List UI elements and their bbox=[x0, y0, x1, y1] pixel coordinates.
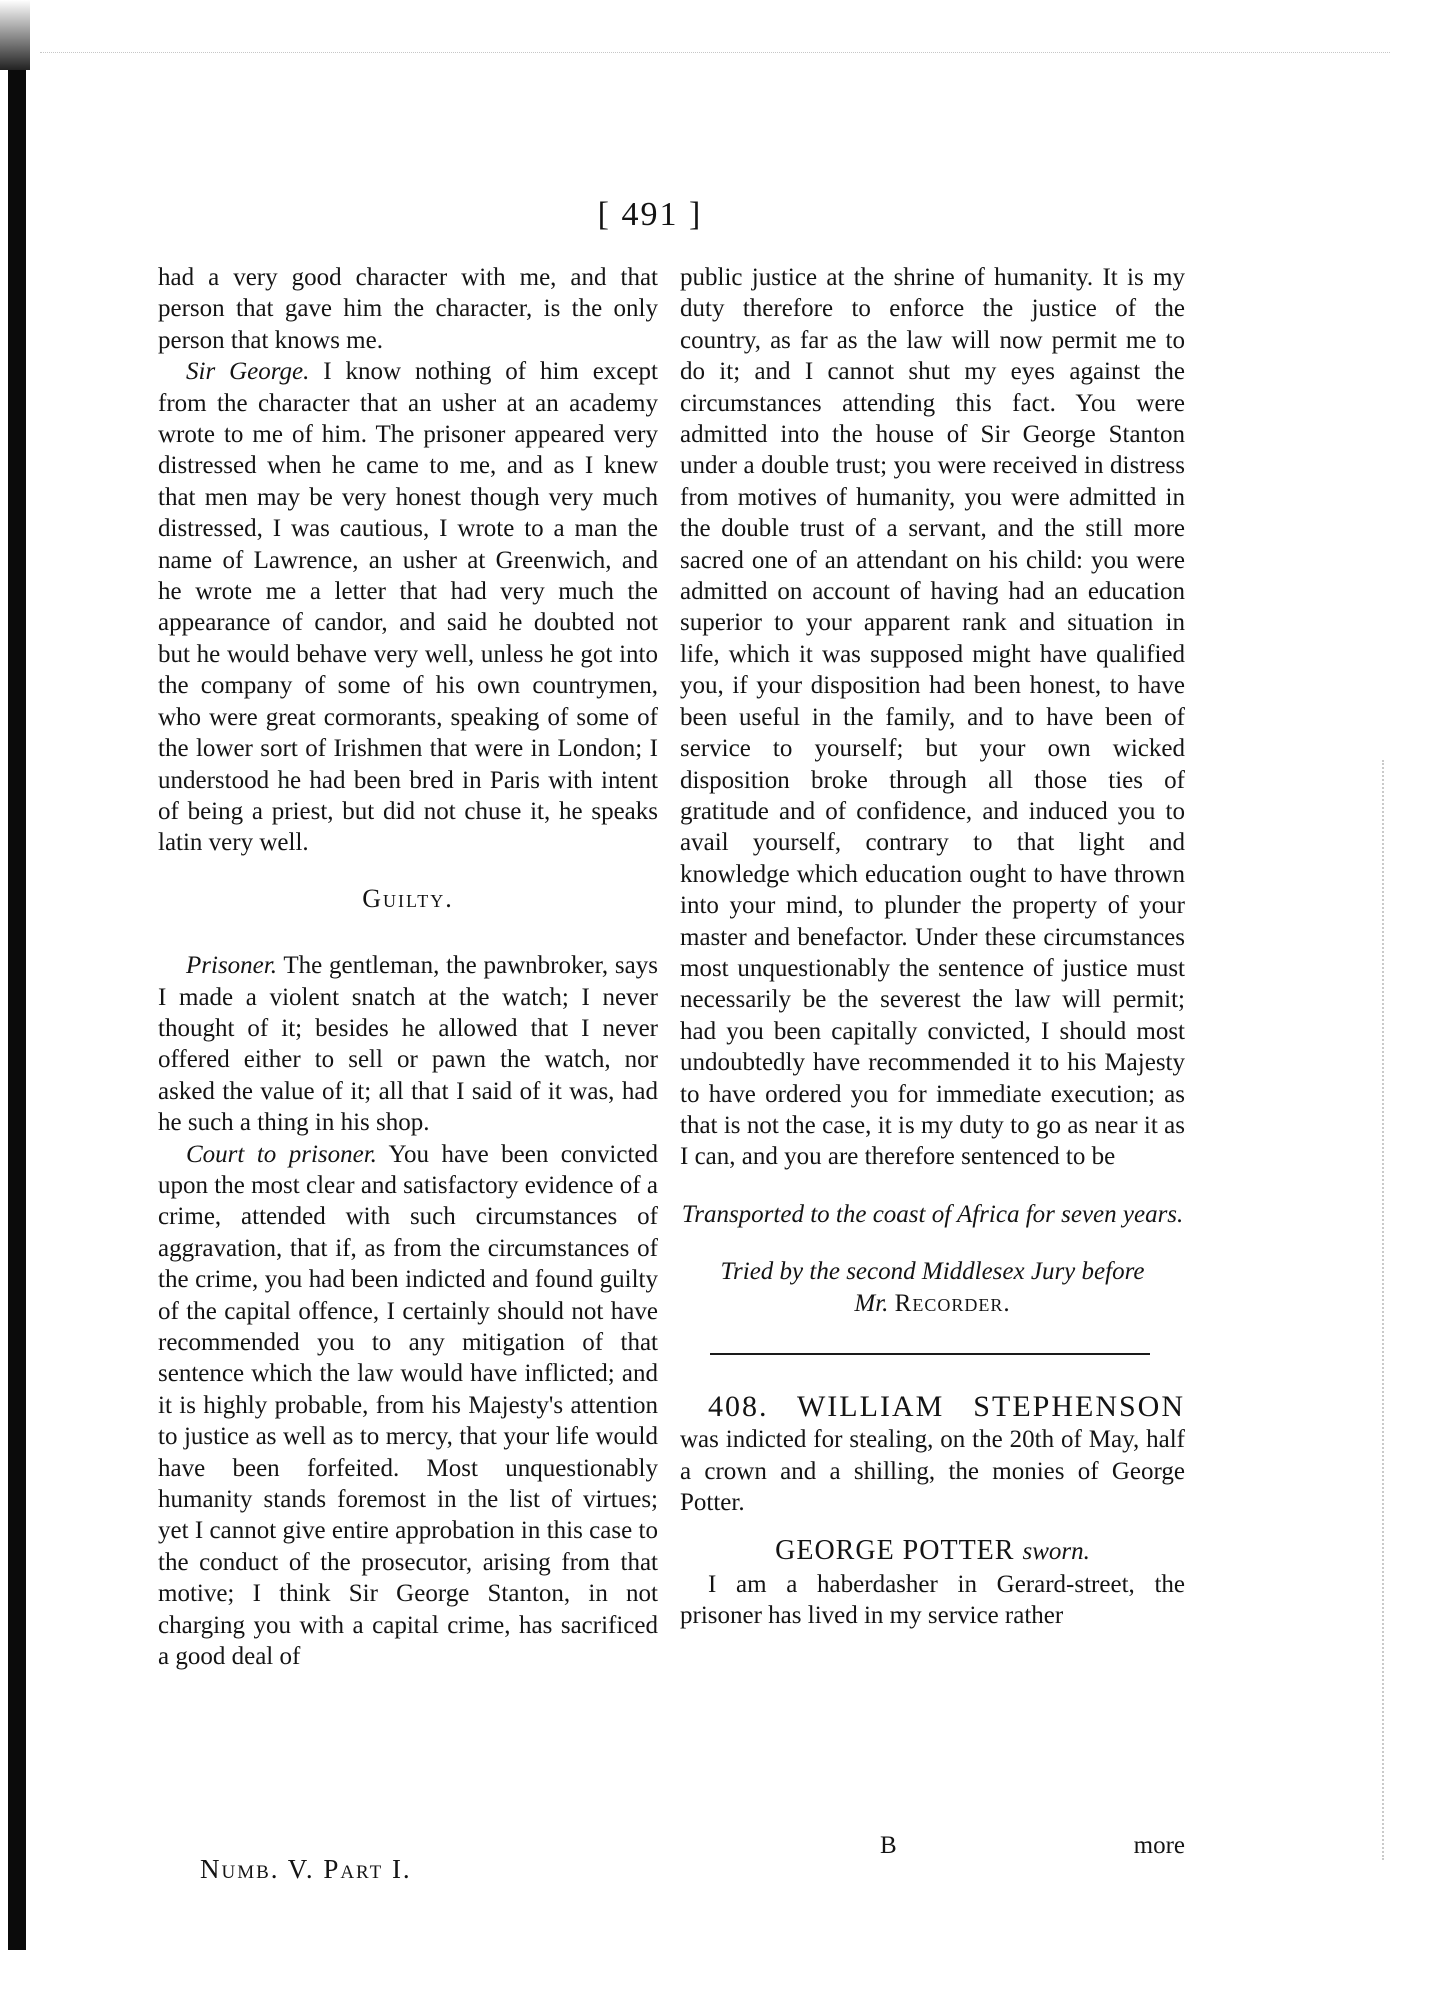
case-heading: 408. WILLIAM STEPHENSON bbox=[708, 1390, 1185, 1423]
paragraph bbox=[158, 950, 658, 1138]
verdict-heading: Guilty. bbox=[362, 883, 454, 913]
witness-heading bbox=[680, 1535, 1185, 1567]
paragraph: I am a haberdasher in Gerard-street, the prisoner has lived in my service rather bbox=[680, 1571, 1185, 1630]
trial-note-recorder: Recorder. bbox=[894, 1289, 1011, 1317]
paragraph-text: I know nothing of him except from the character that an usher at an academy wrote to me of him. The prisoner appeared very distressed when he came to me, and as I knew that men may be very honest though very much distressed, I was cautious, I wrote to a man the name of Lawrence, an usher at Greenwich, and he wrote me a letter that had very much the appearance of candor, and said he doubted not but he would behave very well, unless he got into the company of some of his own countrymen, who were great cormorants, speaking of some of the lower sort of Irishmen that were in London; I understood he had been bred in Paris with intent of being a priest, but did not chuse it, he speaks latin very well. bbox=[158, 358, 658, 857]
catchline bbox=[680, 1832, 1185, 1860]
book-spine-shadow bbox=[8, 70, 26, 1950]
scan-noise-edge bbox=[1378, 760, 1384, 1860]
paragraph-text: You have been convicted upon the most clear and satisfactory evidence of a crime, attended with such circumstances of aggravation, that if, as from the circumstances of the crime, you had been indicted and found guilty of the capital offence, I certainly should not have recommended you to any mitigation of that sentence which the law would have inflicted; and it is highly probable, from his Majesty's attention to justice as well as to mercy, that your life would have been forfeited. Most unquestionably humanity stands foremost in the list of virtues; yet I cannot give entire approbation in this case to the conduct of the prosecutor, arising from that motive; I think Sir George Stanton, in not charging you with a capital crime, has sacrificed a good deal of bbox=[158, 1140, 658, 1671]
left-column bbox=[158, 262, 658, 1672]
paragraph-text: The gentleman, the pawnbroker, says I made a violent snatch at the watch; I never thought of it; besides he allowed that I never offered either to sell or pawn the watch, nor asked the value of it; all that I said of it was, had he such a thing in his shop. bbox=[158, 952, 658, 1137]
case-paragraph bbox=[680, 1391, 1185, 1519]
trial-note-line: Tried by the second Middlesex Jury before bbox=[720, 1258, 1145, 1286]
catchword: more bbox=[1133, 1832, 1185, 1859]
speaker-label: Sir George. bbox=[186, 358, 310, 386]
paragraph bbox=[158, 356, 658, 859]
paragraph bbox=[158, 1139, 658, 1673]
speaker-label: Prisoner. bbox=[186, 952, 277, 980]
witness-sworn: sworn. bbox=[1022, 1537, 1090, 1565]
signature-mark: B bbox=[880, 1832, 897, 1859]
trial-note bbox=[680, 1256, 1185, 1319]
trial-note-mr: Mr. bbox=[854, 1289, 889, 1317]
right-column bbox=[680, 262, 1185, 1632]
case-text: was indicted for stealing, on the 20th of May, half a crown and a shilling, the monies of George Potter. bbox=[680, 1426, 1185, 1517]
footer-signature: Numb. V. Part I. bbox=[200, 1854, 412, 1884]
paragraph: had a very good character with me, and that person that gave him the character, is the only person that knows me. bbox=[158, 264, 658, 354]
page-number: [ 491 ] bbox=[597, 196, 703, 233]
page-edge-shadow bbox=[0, 0, 30, 70]
sentence-line: Transported to the coast of Africa for seven years. bbox=[681, 1200, 1184, 1228]
witness-name: GEORGE POTTER bbox=[775, 1534, 1015, 1566]
paragraph: public justice at the shrine of humanity. It is my duty therefore to enforce the justice of the country, as far as the law will now permit me to do it; and I cannot shut my eyes against the circumstances attending this fact. You were admitted into the house of Sir George Stanton under a double trust; you were received in distress from motives of humanity, you were admitted in the double trust of a servant, and the still more sacred one of an attendant on his child: you were admitted on account of having had an education superior to your apparent rank and situation in life, which it was supposed might have qualified you, if your disposition had been honest, to have been useful in the family, and to have been of service to yourself; but your own wicked disposition broke through all those ties of gratitude and of confidence, and induced you to avail yourself, contrary to that light and knowledge which education ought to have thrown into your mind, to plunder the property of your master and benefactor. Under these circumstances most unquestionably the sentence of justice must necessarily be the severest the law will permit; had you been capitally convicted, I should most undoubtedly have recommended it to his Majesty to have ordered you for immediate execution; as that is not the case, it is my duty to go as near it as I can, and you are therefore sentenced to be bbox=[680, 264, 1185, 1171]
scan-noise-top bbox=[40, 52, 1390, 73]
speaker-label: Court to prisoner. bbox=[186, 1140, 377, 1168]
section-divider bbox=[710, 1353, 1150, 1355]
